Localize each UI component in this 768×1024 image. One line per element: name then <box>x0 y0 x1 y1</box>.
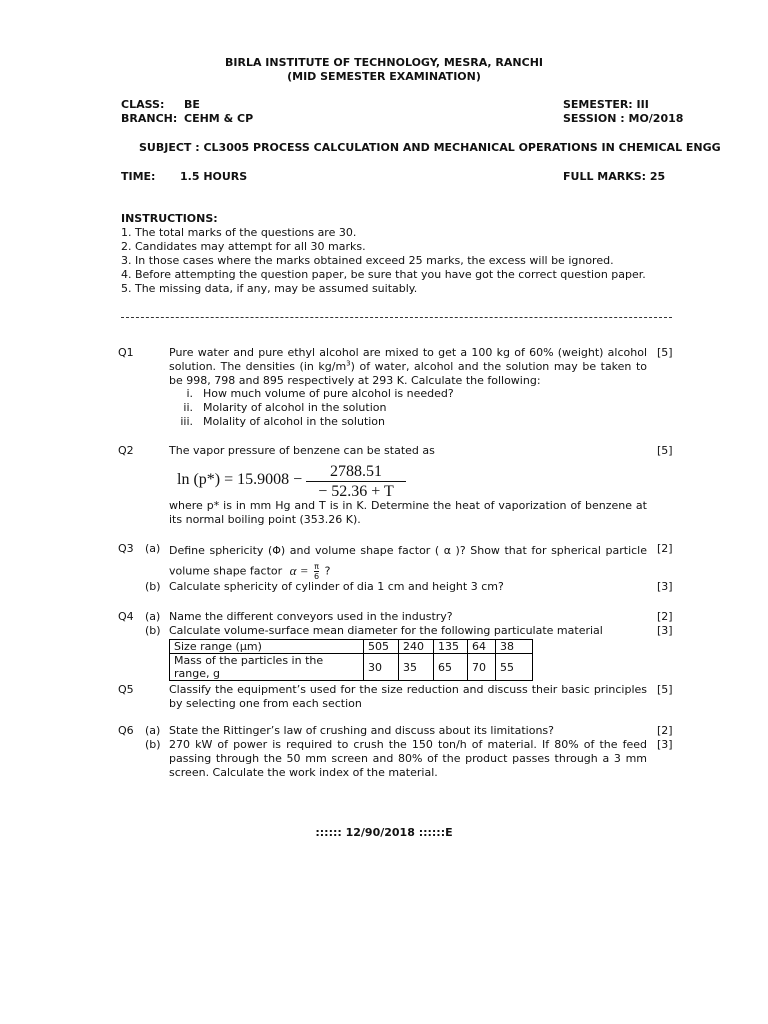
exam-type: (MID SEMESTER EXAMINATION) <box>287 70 481 83</box>
question-text: Calculate sphericity of cylinder of dia 1 cm and height 3 cm? <box>169 580 504 593</box>
question-marks: [5] <box>657 683 673 696</box>
pi-numerator: π <box>314 562 319 571</box>
branch-label: BRANCH: <box>121 112 178 125</box>
question-number: Q1 <box>118 346 134 359</box>
table-row-header: Size range (μm) <box>170 640 364 654</box>
question-number: Q6 <box>118 724 134 737</box>
question-text: State the Rittinger’s law of crushing and discuss about its limitations? <box>169 724 554 737</box>
question-text: volume shape factor α = $\frac{\pi}{6}$ ? <box>169 562 331 581</box>
table-cell: 55 <box>496 654 533 681</box>
branch-value: CEHM & CP <box>184 112 254 125</box>
question-marks: [3] <box>657 580 673 593</box>
table-row <box>170 640 533 654</box>
instruction-item: 4. Before attempting the question paper, be sure that you have got the correct question paper. <box>121 268 646 281</box>
sub-item: ii. Molarity of alcohol in the solution <box>183 401 387 414</box>
table-row-header: Mass of the particles in the range, g <box>170 654 364 681</box>
footer-code: :::::: 12/90/2018 ::::::E <box>315 826 453 839</box>
instruction-item: 2. Candidates may attempt for all 30 marks. <box>121 240 366 253</box>
question-text: Calculate volume-surface mean diameter for the following particulate material <box>169 624 603 637</box>
subject: SUBJECT : CL3005 PROCESS CALCULATION AND MECHANICAL OPERATIONS IN CHEMICAL ENGG <box>139 141 721 154</box>
instruction-item: 1. The total marks of the questions are 30. <box>121 226 357 239</box>
question-number: Q5 <box>118 683 134 696</box>
question-text: The vapor pressure of benzene can be stated as <box>169 444 435 457</box>
equation-lhs: ln (p*) = 15.9008 − <box>177 471 303 488</box>
table-cell: 65 <box>434 654 468 681</box>
table-cell: 64 <box>468 640 496 654</box>
equation-numerator: 2788.51 <box>330 463 382 480</box>
particle-size-table <box>169 639 533 681</box>
time-value: 1.5 HOURS <box>180 170 248 183</box>
table-row <box>170 654 533 681</box>
separator-line <box>121 317 672 318</box>
part-label: (a) <box>145 542 161 555</box>
question-marks: [2] <box>657 724 673 737</box>
question-number: Q4 <box>118 610 134 623</box>
question-text: Name the different conveyors used in the industry? <box>169 610 453 623</box>
part-label: (a) <box>145 610 161 623</box>
question-text: Classify the equipment’s used for the size reduction and discuss their basic principles by selecting one from each section <box>169 683 647 710</box>
class-value: BE <box>184 98 200 111</box>
table-cell: 240 <box>399 640 434 654</box>
table-cell: 35 <box>399 654 434 681</box>
table-cell: 38 <box>496 640 533 654</box>
question-text: Pure water and pure ethyl alcohol are mixed to get a 100 kg of 60% (weight) alcohol solution. The densities (in $kg/m^3$) of water, alcohol and the solution may be taken to be 998, 798 and 895 respectively at 293 K. Calculate the following: <box>169 346 647 387</box>
equation-fraction <box>306 463 406 500</box>
part-label: (a) <box>145 724 161 737</box>
sub-item: i. How much volume of pure alcohol is needed? <box>186 387 454 400</box>
question-marks: [2] <box>657 610 673 623</box>
equation-denominator: − 52.36 + T <box>318 483 394 500</box>
instruction-item: 5. The missing data, if any, may be assumed suitably. <box>121 282 418 295</box>
question-marks: [2] <box>657 542 673 555</box>
time-label: TIME: <box>121 170 156 183</box>
part-label: (b) <box>145 580 161 593</box>
question-marks: [5] <box>657 444 673 457</box>
instructions-title: INSTRUCTIONS: <box>121 212 218 225</box>
table-cell: 30 <box>364 654 399 681</box>
question-number: Q3 <box>118 542 134 555</box>
fraction-bar <box>306 481 406 482</box>
class-label: CLASS: <box>121 98 165 111</box>
sub-item: iii. Molality of alcohol in the solution <box>180 415 386 428</box>
institute-name: BIRLA INSTITUTE OF TECHNOLOGY, MESRA, RANCHI <box>225 56 543 69</box>
session: SESSION : MO/2018 <box>563 112 684 125</box>
question-marks: [5] <box>657 346 673 359</box>
question-number: Q2 <box>118 444 134 457</box>
instruction-item: 3. In those cases where the marks obtained exceed 25 marks, the excess will be ignored. <box>121 254 614 267</box>
six-denominator: 6 <box>314 572 320 581</box>
question-marks: [3] <box>657 624 673 637</box>
part-label: (b) <box>145 738 161 751</box>
semester: SEMESTER: III <box>563 98 649 111</box>
part-label: (b) <box>145 624 161 637</box>
full-marks: FULL MARKS: 25 <box>563 170 666 183</box>
table-cell: 135 <box>434 640 468 654</box>
table-cell: 505 <box>364 640 399 654</box>
question-text: Define sphericity (Φ) and volume shape factor ( α )? Show that for spherical particle <box>169 544 647 557</box>
table-cell: 70 <box>468 654 496 681</box>
question-text: where p* is in mm Hg and T is in K. Determine the heat of vaporization of benzene at its normal boiling point (353.26 K). <box>169 499 647 526</box>
question-text: 270 kW of power is required to crush the 150 ton/h of material. If 80% of the feed passing through the 50 mm screen and 80% of the product passes through a 3 mm screen. Calculate the work index of the material. <box>169 738 647 779</box>
question-marks: [3] <box>657 738 673 751</box>
